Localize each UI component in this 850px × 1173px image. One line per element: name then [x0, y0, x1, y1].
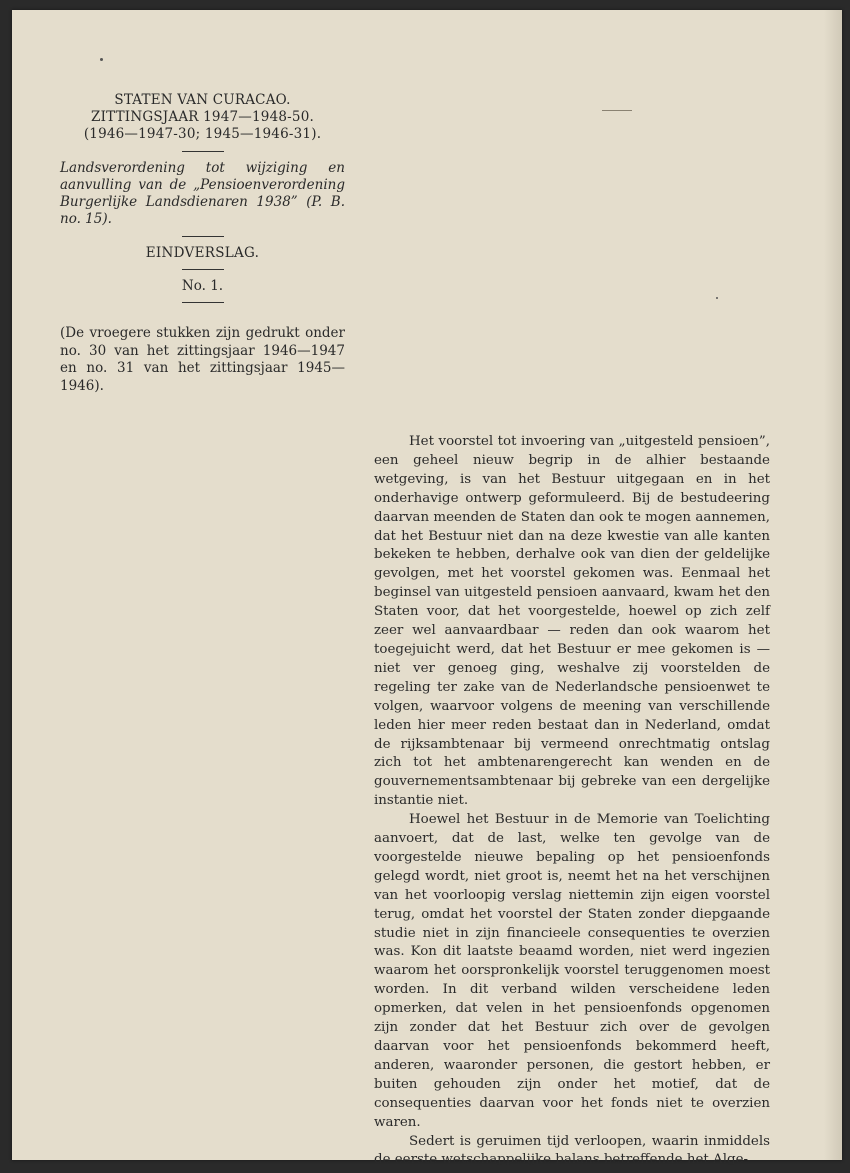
header-references: (1946—1947-30; 1945—1946-31). — [83, 126, 322, 142]
paragraph: Het voorstel tot invoering van „uitgesteld pensioen”, een geheel nieuw begrip in de alhier bestaande wetgeving, is van het Bestuur uitgegaan en in het onderhavige ontwerp geformuleerd. Bij de bestudeering daarvan meenden de Staten dan ook te mogen aannemen, dat het Bestuur niet dan na deze kwestie van alle kanten bekeken te hebben, derhalve ook van dien der geldelijke gevolgen, met het voorstel gekomen was. Eenmaal het beginsel van uitgesteld pensioen aanvaard, kwam het den Staten voor, dat het voorgestelde, hoewel op zich zelf zeer wel aanvaardbaar — reden dan ook waarom het toegejuicht werd, dat het Bestuur er mee gekomen is — niet ver genoeg ging, weshalve zij voorstelden de regeling ter zake van de Nederlandsche pensioenwet te volgen, waarvoor volgens de meening van verschillende leden hier meer reden bestaat dan in Nederland, omdat de rijksambtenaar bij vermeend onrechtmatig ontslag zich tot het ambtenarengerecht kan wenden en de gouvernementsambtenaar bij gebreke van een dergelijke instantie niet. — [374, 434, 770, 809]
speck-mark — [716, 297, 718, 299]
report-type: EINDVERSLAG. — [145, 245, 260, 261]
reference-note: (De vroegere stukken zijn gedrukt onder no. 30 van het zittingsjaar 1946—1947 en no. 31 van het zittingsjaar 1945—1946). — [60, 325, 345, 394]
divider — [182, 151, 224, 152]
subject-title: Landsverordening tot wijziging en aanvulling van de „Pensioenverordening Burgerlijke Landsdienaren 1938” (P. B. no. 15). — [60, 160, 345, 227]
body-text — [374, 433, 770, 1170]
divider — [182, 269, 224, 270]
document-page — [12, 10, 842, 1168]
divider — [182, 236, 224, 237]
header-session: ZITTINGSJAAR 1947—1948-50. — [91, 109, 314, 125]
paragraph: Sedert is geruimen tijd verloopen, waarin inmiddels de eerste wetschappelijke balans betreffende het Alge- — [374, 1133, 770, 1168]
header-title: STATEN VAN CURACAO. — [114, 92, 291, 108]
left-column — [60, 92, 345, 395]
faint-mark — [602, 110, 632, 111]
divider — [182, 302, 224, 303]
report-number: No. 1. — [181, 278, 224, 294]
speck-mark — [100, 58, 103, 61]
paragraph: Hoewel het Bestuur in de Memorie van Toelichting aanvoert, dat de last, welke ten gevolge van de voorgestelde nieuwe bepaling op het pensioenfonds gelegd wordt, niet groot is, neemt het na het verschijnen van het voorloopig verslag niettemin zijn eigen voorstel terug, omdat het voorstel der Staten zonder diepgaande studie niet in zijn financieele consequenties te overzien was. Kon dit laatste beaamd worden, niet werd ingezien waarom het oorspronkelijk voorstel teruggenomen moest worden. In dit verband wilden verscheidene leden opmerken, dat velen in het pensioenfonds opgenomen zijn zonder dat het Bestuur zich over de gevolgen daarvan voor het pensioenfonds bekommerd heeft, anderen, waaronder personen, die gestort hebben, er buiten gehouden zijn onder het motief, dat de consequenties daarvan voor het fonds niet te overzien waren. — [374, 812, 770, 1130]
